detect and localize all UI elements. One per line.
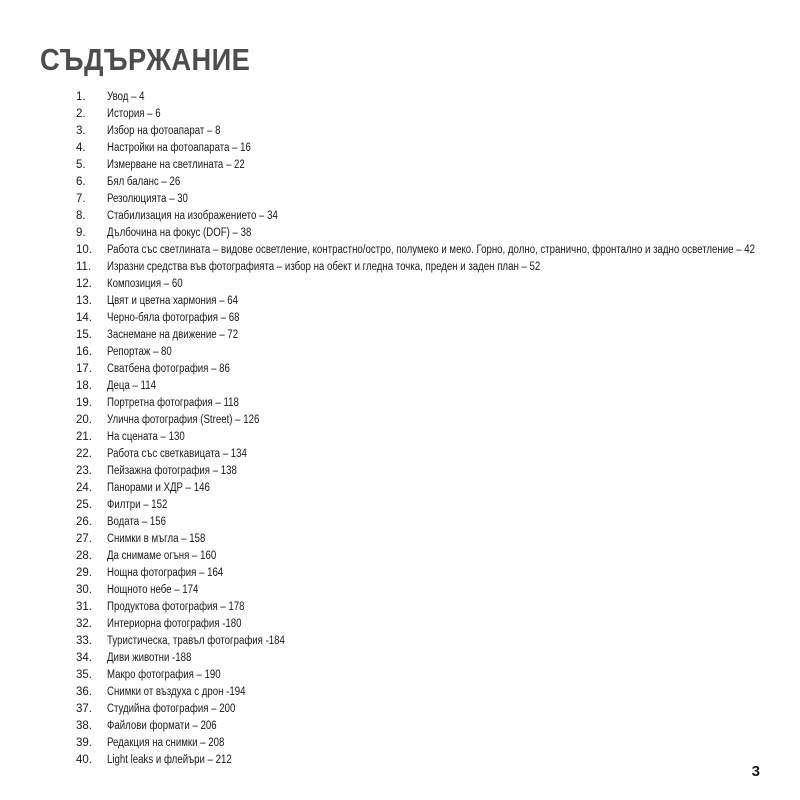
toc-item-text: Снимки от въздуха с дрон -194 (107, 686, 246, 698)
toc-item (76, 514, 800, 531)
toc-item-text: Интериорна фотография -180 (107, 618, 242, 630)
toc-item-number: 24. (76, 482, 92, 494)
toc-item-text: Файлови формати – 206 (107, 720, 217, 732)
toc-item (76, 718, 800, 735)
toc-item-text: Черно-бяла фотография – 68 (107, 312, 240, 324)
toc-item-text: Работа със светлината – видове осветление, контрастно/остро, полумеко и меко. Горно, долно, странично, фронтално и задно осветление – 42 (107, 244, 756, 256)
toc-item-number: 9. (76, 227, 86, 239)
toc-item (76, 565, 800, 582)
toc-item-text: Дълбочина на фокус (DOF) – 38 (107, 227, 252, 239)
toc-item-number: 38. (76, 720, 92, 732)
toc-item-number: 14. (76, 312, 92, 324)
toc-item-text: Макро фотография – 190 (107, 669, 221, 681)
toc-item (76, 701, 800, 718)
toc-item (76, 191, 800, 208)
toc-item-number: 36. (76, 686, 92, 698)
toc-item (76, 667, 800, 684)
toc-item (76, 242, 800, 259)
toc-item-text: Портретна фотография – 118 (107, 397, 239, 409)
toc-item (76, 310, 800, 327)
toc-item-number: 33. (76, 635, 92, 647)
toc-item-text: Резолюцията – 30 (107, 193, 188, 205)
toc-item-number: 11. (76, 261, 92, 273)
toc-item (76, 735, 800, 752)
toc-item (76, 259, 800, 276)
toc-item-text: Измерване на светлината – 22 (107, 159, 245, 171)
toc-item-text: Цвят и цветна хармония – 64 (107, 295, 238, 307)
toc-item-text: Деца – 114 (107, 380, 156, 392)
toc-item (76, 174, 800, 191)
toc-item-text: Light leaks и флейъри – 212 (107, 754, 232, 766)
toc-item (76, 463, 800, 480)
toc-item-number: 29. (76, 567, 92, 579)
toc-item-number: 40. (76, 754, 92, 766)
toc-item (76, 157, 800, 174)
toc-item (76, 633, 800, 650)
toc-item-number: 6. (76, 176, 86, 188)
toc-item (76, 752, 800, 769)
toc-item-text: Студийна фотография – 200 (107, 703, 236, 715)
toc-item (76, 582, 800, 599)
toc-item-text: Да снимаме огъня – 160 (107, 550, 217, 562)
toc-item-text: Диви животни -188 (107, 652, 192, 664)
table-of-contents (76, 89, 800, 769)
toc-item (76, 344, 800, 361)
toc-item-number: 37. (76, 703, 92, 715)
toc-item (76, 480, 800, 497)
toc-item-number: 25. (76, 499, 92, 511)
toc-item-number: 19. (76, 397, 92, 409)
toc-item-text: Филтри – 152 (107, 499, 168, 511)
toc-item-text: Композиция – 60 (107, 278, 183, 290)
toc-item-text: Сватбена фотография – 86 (107, 363, 230, 375)
toc-item-text: На сцената – 130 (107, 431, 185, 443)
toc-item-text: Настройки на фотоапарата – 16 (107, 142, 251, 154)
toc-item (76, 378, 800, 395)
toc-item-number: 18. (76, 380, 92, 392)
toc-item-number: 10. (76, 244, 92, 256)
toc-item (76, 548, 800, 565)
toc-item-text: Заснемане на движение – 72 (107, 329, 239, 341)
toc-item (76, 497, 800, 514)
toc-item-text: История – 6 (107, 108, 161, 120)
toc-item-text: Продуктова фотография – 178 (107, 601, 245, 613)
toc-item-number: 2. (76, 108, 86, 120)
toc-item (76, 225, 800, 242)
toc-item (76, 361, 800, 378)
toc-item-number: 30. (76, 584, 92, 596)
toc-item (76, 208, 800, 225)
toc-item-number: 12. (76, 278, 92, 290)
toc-item-text: Водата – 156 (107, 516, 166, 528)
toc-item-text: Бял баланс – 26 (107, 176, 181, 188)
toc-item (76, 616, 800, 633)
toc-item (76, 293, 800, 310)
toc-item-text: Репортаж – 80 (107, 346, 172, 358)
toc-item (76, 412, 800, 429)
toc-item-number: 31. (76, 601, 92, 613)
toc-item-number: 35. (76, 669, 92, 681)
toc-item-number: 22. (76, 448, 92, 460)
toc-item-number: 4. (76, 142, 86, 154)
toc-item-number: 23. (76, 465, 92, 477)
toc-item-text: Нощното небе – 174 (107, 584, 199, 596)
toc-item-text: Изразни средства във фотографията – избор на обект и гледна точка, преден и заден план – 52 (107, 261, 541, 273)
toc-item-number: 27. (76, 533, 92, 545)
page-number: 3 (751, 763, 760, 780)
toc-item-number: 16. (76, 346, 92, 358)
toc-item (76, 650, 800, 667)
toc-item (76, 89, 800, 106)
toc-item-number: 21. (76, 431, 92, 443)
toc-item-number: 39. (76, 737, 92, 749)
toc-item-text: Улична фотография (Street) – 126 (107, 414, 260, 426)
toc-item-text: Работа със светкавицата – 134 (107, 448, 247, 460)
toc-item-number: 32. (76, 618, 92, 630)
toc-item (76, 531, 800, 548)
toc-item (76, 276, 800, 293)
toc-item (76, 140, 800, 157)
toc-item (76, 684, 800, 701)
toc-item-number: 1. (76, 91, 86, 103)
toc-item-number: 20. (76, 414, 92, 426)
toc-item (76, 446, 800, 463)
toc-item-number: 17. (76, 363, 92, 375)
toc-item-text: Нощна фотография – 164 (107, 567, 224, 579)
toc-item (76, 106, 800, 123)
toc-item-text: Стабилизация на изображението – 34 (107, 210, 278, 222)
toc-item-number: 15. (76, 329, 92, 341)
toc-item (76, 123, 800, 140)
toc-item-text: Панорами и ХДР – 146 (107, 482, 210, 494)
toc-item-number: 5. (76, 159, 86, 171)
toc-item (76, 429, 800, 446)
toc-item-text: Пейзажна фотография – 138 (107, 465, 237, 477)
toc-item-number: 26. (76, 516, 92, 528)
toc-item-text: Увод – 4 (107, 91, 145, 103)
toc-item-number: 28. (76, 550, 92, 562)
toc-item-text: Избор на фотоапарат – 8 (107, 125, 221, 137)
toc-item-number: 7. (76, 193, 86, 205)
toc-item-text: Туристическа, травъл фотография -184 (107, 635, 285, 647)
toc-item (76, 327, 800, 344)
toc-item-number: 8. (76, 210, 86, 222)
toc-item-number: 13. (76, 295, 92, 307)
toc-item-text: Снимки в мъгла – 158 (107, 533, 206, 545)
toc-item-number: 3. (76, 125, 86, 137)
toc-item-text: Редакция на снимки – 208 (107, 737, 225, 749)
toc-item (76, 395, 800, 412)
toc-item (76, 599, 800, 616)
toc-item-number: 34. (76, 652, 92, 664)
page-title: СЪДЪРЖАНИЕ (40, 42, 251, 77)
